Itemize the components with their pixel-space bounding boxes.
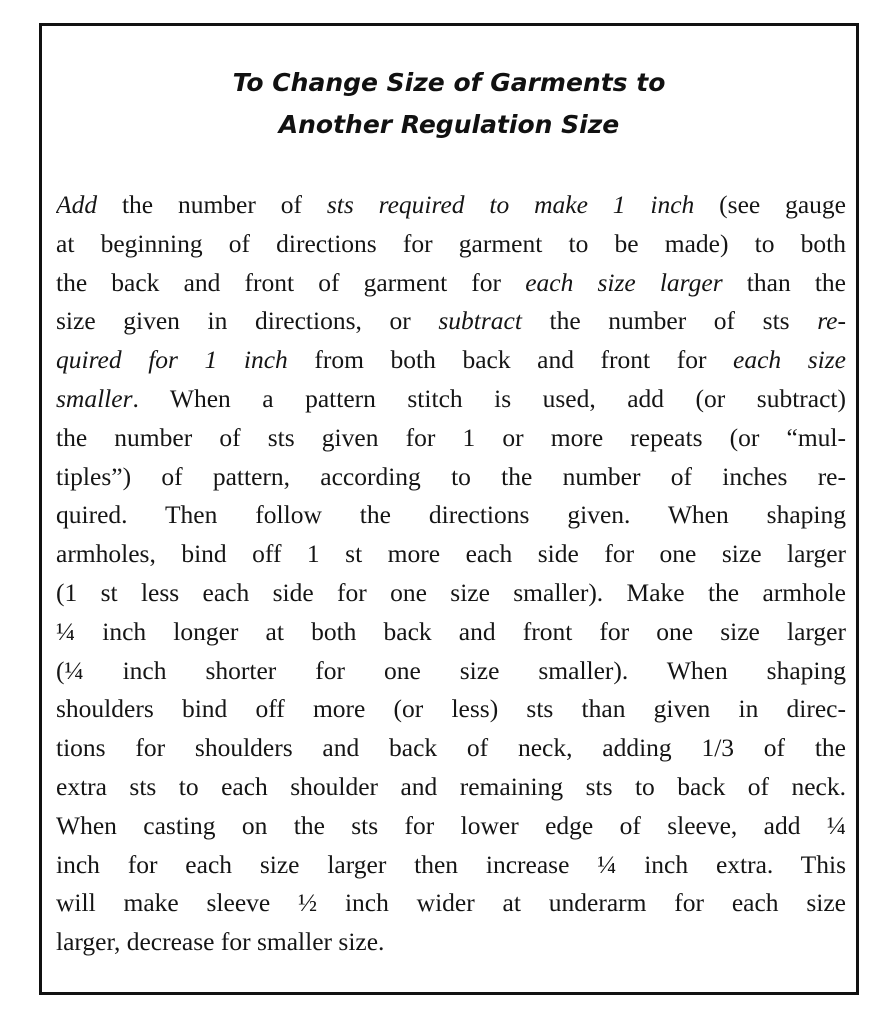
paragraph-line (56, 186, 846, 225)
text-run: (¼ inch shorter for one size smaller). When shaping (56, 655, 846, 685)
title-line-1: To Change Size of Garments to (232, 68, 666, 97)
text-run: quired. Then follow the directions given. When shaping (56, 500, 846, 530)
text-run: ¼ inch longer at both back and front for one size larger (56, 616, 846, 646)
paragraph-line (56, 419, 846, 458)
title-line-2: Another Regulation Size (278, 110, 620, 139)
paragraph-line (56, 302, 846, 341)
paragraph-line (56, 613, 846, 652)
paragraph-line (56, 807, 846, 846)
page-title (42, 62, 856, 146)
paragraph-line (56, 729, 846, 768)
italic-text-run: subtract (438, 306, 522, 336)
italic-text-run: smaller (56, 383, 133, 413)
paragraph-line (56, 341, 846, 380)
text-run: tions for shoulders and back of neck, adding 1/3 of the (56, 733, 846, 763)
text-run: inch for each size larger then increase ¼ inch extra. This (56, 849, 846, 879)
paragraph-line (56, 496, 846, 535)
text-run: shoulders bind off more (or less) sts than given in direc- (56, 694, 846, 724)
italic-text-run: sts required to make 1 inch (326, 190, 695, 219)
text-run: (1 st less each side for one size smaller). Make the armhole (56, 577, 846, 607)
text-run: size given in directions, or (56, 306, 439, 336)
paragraph-line (56, 225, 846, 264)
text-run: When casting on the sts for lower edge of sleeve, add ¼ (56, 810, 846, 840)
italic-text-run: each size (733, 345, 846, 375)
text-run: than the (722, 267, 846, 297)
italic-text-run: Add (56, 190, 98, 219)
italic-text-run: quired for 1 inch (56, 345, 288, 375)
text-run: will make sleeve ½ inch wider at underarm for each size (56, 888, 846, 918)
text-run: armholes, bind off 1 st more each side for one size larger (56, 539, 846, 569)
bordered-text-panel (39, 23, 859, 995)
paragraph-line (56, 535, 846, 574)
paragraph-line (56, 380, 846, 419)
paragraph-line (56, 458, 846, 497)
paragraph-line (56, 923, 846, 962)
text-run: larger, decrease for smaller size. (56, 927, 385, 957)
text-run: tiples”) of pattern, according to the number of inches re- (56, 461, 846, 491)
paragraph-line (56, 884, 846, 923)
text-run: the back and front of garment for (56, 267, 526, 297)
paragraph-line (56, 768, 846, 807)
paragraph-line (56, 846, 846, 885)
paragraph-line (56, 264, 846, 303)
paragraph-line (56, 690, 846, 729)
text-run: (see gauge (694, 190, 846, 219)
text-run: the number of sts given for 1 or more repeats (or “mul- (56, 422, 846, 452)
text-run: from both back and front for (287, 345, 734, 375)
instructions-paragraph (56, 186, 846, 962)
text-run: . When a pattern stitch is used, add (or subtract) (132, 383, 846, 413)
text-run: the number of sts (521, 306, 818, 336)
text-run: at beginning of directions for garment to be made) to both (56, 228, 846, 258)
italic-text-run: re- (817, 306, 846, 336)
text-run: extra sts to each shoulder and remaining sts to back of neck. (56, 771, 846, 801)
paragraph-line (56, 652, 846, 691)
paragraph-line (56, 574, 846, 613)
text-run: the number of (97, 190, 327, 219)
italic-text-run: each size larger (525, 267, 723, 297)
